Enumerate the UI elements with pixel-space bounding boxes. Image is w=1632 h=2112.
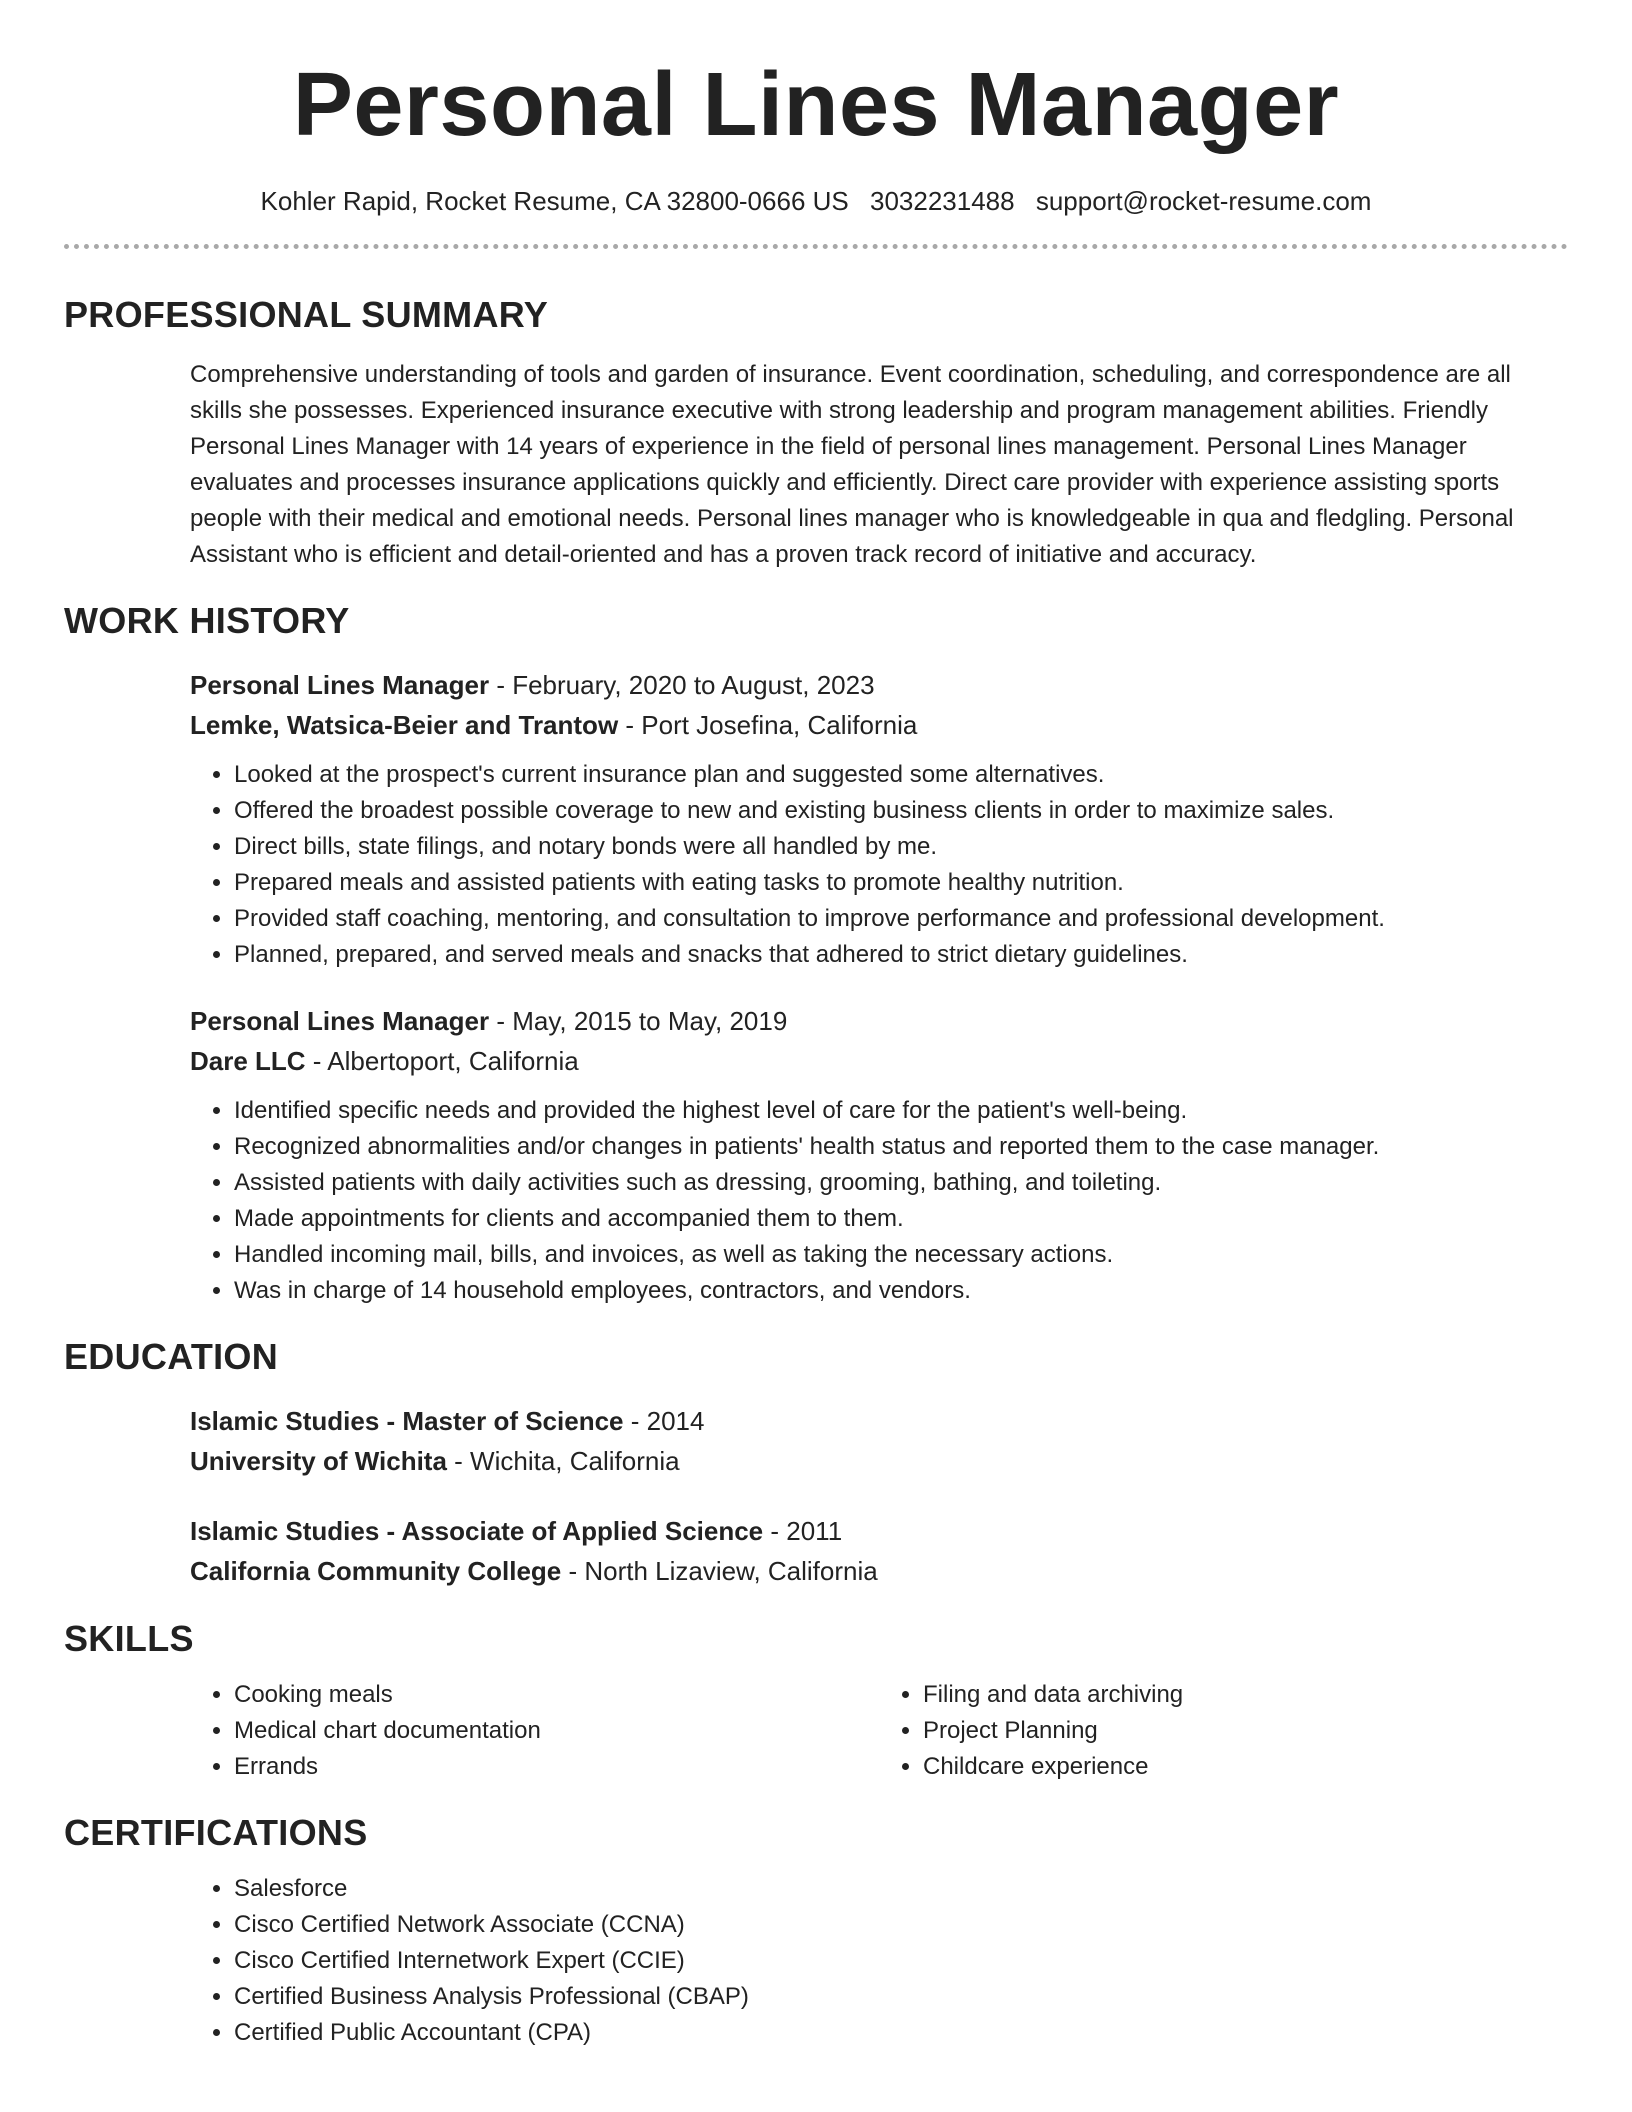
list-item: • Provided staff coaching, mentoring, and consultation to improve performance and professional development. xyxy=(234,901,1568,937)
job-company: Lemke, Watsica-Beier and Trantow xyxy=(190,710,619,740)
education-heading: EDUCATION xyxy=(64,1336,279,1377)
education-location: - Wichita, California xyxy=(446,1446,680,1476)
contact-line xyxy=(64,184,1568,218)
certifications-body xyxy=(190,1871,1568,2051)
certifications-list xyxy=(190,1871,1568,2051)
list-item: • Direct bills, state filings, and notary bonds were all handled by me. xyxy=(234,829,1568,865)
education-location: - North Lizaview, California xyxy=(561,1556,878,1586)
contact-phone: 3032231488 xyxy=(869,186,1015,216)
list-item: • Assisted patients with daily activities such as dressing, grooming, bathing, and toileting. xyxy=(234,1165,1568,1201)
job-company-line xyxy=(190,1041,1568,1081)
list-item: • Childcare experience xyxy=(923,1749,1568,1785)
job-title-line xyxy=(190,665,1568,705)
list-item: • Project Planning xyxy=(923,1713,1568,1749)
certifications-heading: CERTIFICATIONS xyxy=(64,1812,368,1853)
education-degree: Islamic Studies - Master of Science xyxy=(190,1406,624,1436)
list-item: • Prepared meals and assisted patients with eating tasks to promote healthy nutrition. xyxy=(234,865,1568,901)
list-item: • Cooking meals xyxy=(234,1677,879,1713)
skills-heading: SKILLS xyxy=(64,1618,194,1659)
job-location: - Albertoport, California xyxy=(305,1046,579,1076)
education-year: - 2014 xyxy=(623,1406,705,1436)
education-year: - 2011 xyxy=(763,1516,843,1546)
job-location: - Port Josefina, California xyxy=(618,710,918,740)
list-item: • Medical chart documentation xyxy=(234,1713,879,1749)
job-entry xyxy=(190,1001,1568,1309)
education-entry xyxy=(190,1401,1568,1481)
list-item: • Looked at the prospect's current insurance plan and suggested some alternatives. xyxy=(234,757,1568,793)
education-degree: Islamic Studies - Associate of Applied Science xyxy=(190,1516,764,1546)
summary-heading: PROFESSIONAL SUMMARY xyxy=(64,294,549,335)
education-school: California Community College xyxy=(190,1556,562,1586)
contact-email: support@rocket-resume.com xyxy=(1035,186,1372,216)
job-dates: - May, 2015 to May, 2019 xyxy=(489,1006,788,1036)
list-item: • Made appointments for clients and accompanied them to them. xyxy=(234,1201,1568,1237)
list-item: • Certified Business Analysis Professional (CBAP) xyxy=(234,1979,1568,2015)
education-school-line xyxy=(190,1551,1568,1591)
education-degree-line xyxy=(190,1401,1568,1441)
job-company: Dare LLC xyxy=(190,1046,306,1076)
list-item: • Cisco Certified Network Associate (CCNA) xyxy=(234,1907,1568,1943)
list-item: • Handled incoming mail, bills, and invoices, as well as taking the necessary actions. xyxy=(234,1237,1568,1273)
skills-grid xyxy=(190,1677,1568,1785)
job-entry xyxy=(190,665,1568,973)
skills-list-left xyxy=(190,1677,879,1785)
contact-address: Kohler Rapid, Rocket Resume, CA 32800-0666 US xyxy=(260,186,849,216)
list-item: • Filing and data archiving xyxy=(923,1677,1568,1713)
job-company-line xyxy=(190,705,1568,745)
list-item: • Cisco Certified Internetwork Expert (CCIE) xyxy=(234,1943,1568,1979)
education-entry xyxy=(190,1511,1568,1591)
list-item: • Errands xyxy=(234,1749,879,1785)
list-item: • Planned, prepared, and served meals and snacks that adhered to strict dietary guidelines. xyxy=(234,937,1568,973)
list-item: • Offered the broadest possible coverage to new and existing business clients in order to maximize sales. xyxy=(234,793,1568,829)
list-item: • Salesforce xyxy=(234,1871,1568,1907)
job-bullets xyxy=(190,1093,1568,1309)
job-role: Personal Lines Manager xyxy=(190,670,490,700)
list-item: • Certified Public Accountant (CPA) xyxy=(234,2015,1568,2051)
education-school: University of Wichita xyxy=(190,1446,447,1476)
list-item: • Recognized abnormalities and/or changes in patients' health status and reported them to the case manager. xyxy=(234,1129,1568,1165)
work-history-heading: WORK HISTORY xyxy=(64,600,350,641)
education-school-line xyxy=(190,1441,1568,1481)
header-divider xyxy=(64,244,1568,249)
job-title-line xyxy=(190,1001,1568,1041)
job-dates: - February, 2020 to August, 2023 xyxy=(489,670,875,700)
job-bullets xyxy=(190,757,1568,973)
list-item: • Was in charge of 14 household employees, contractors, and vendors. xyxy=(234,1273,1568,1309)
candidate-name: Personal Lines Manager xyxy=(292,55,1340,155)
summary-text: Comprehensive understanding of tools and garden of insurance. Event coordination, scheduling, and correspondence are all skills she possesses. Experienced insurance executive with strong leadership and program management abilities. Friendly Personal Lines Manager with 14 years of experience in the field of personal lines management. Personal Lines Manager evaluates and processes insurance applications quickly and efficiently. Direct care provider with experience assisting sports people with their medical and emotional needs. Personal lines manager who is knowledgeable in qua and fledgling. Personal Assistant who is efficient and detail-oriented and has a proven track record of initiative and accuracy. xyxy=(190,361,1514,568)
list-item: • Identified specific needs and provided the highest level of care for the patient's well-being. xyxy=(234,1093,1568,1129)
job-role: Personal Lines Manager xyxy=(190,1006,490,1036)
education-degree-line xyxy=(190,1511,1568,1551)
skills-list-right xyxy=(879,1677,1568,1785)
